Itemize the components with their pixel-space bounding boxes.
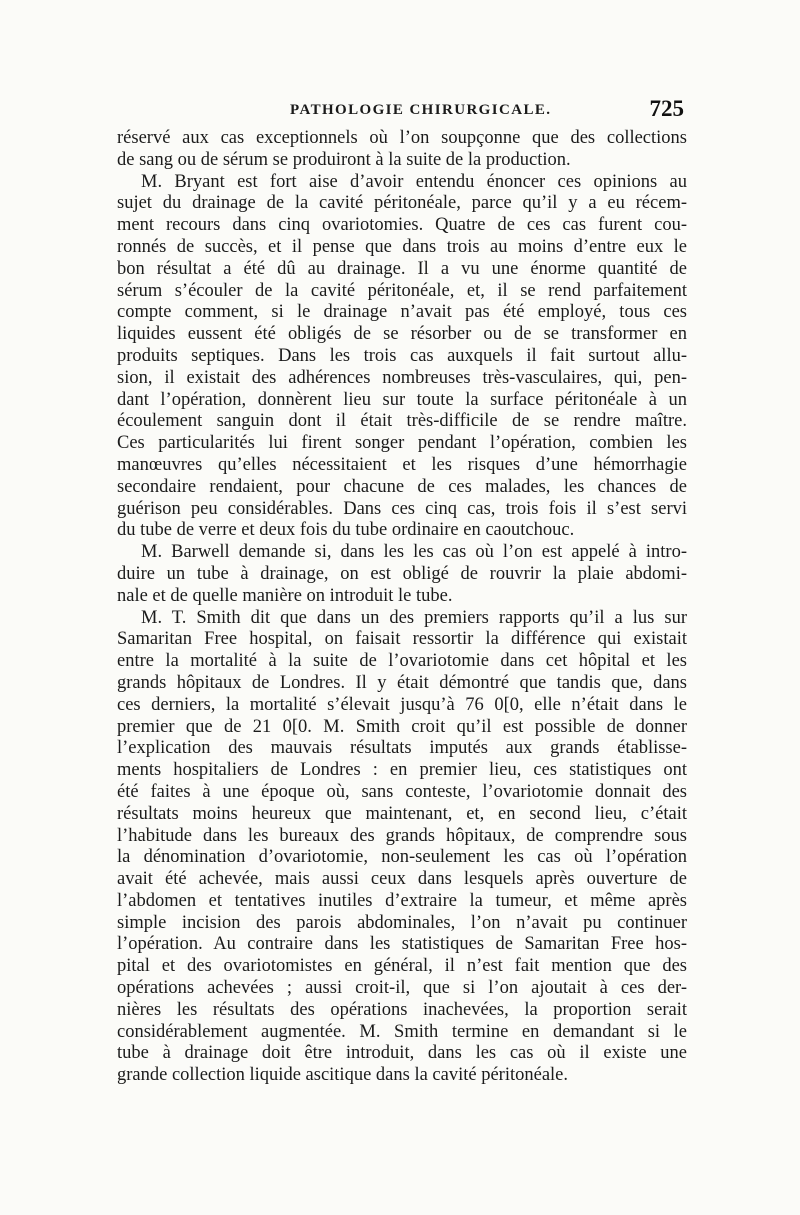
text-line: l’explication des mauvais résultats imputés aux grands établisse- xyxy=(117,738,687,759)
text-line: grands hôpitaux de Londres. Il y était démontré que tandis que, dans xyxy=(117,672,687,693)
text-line: secondaire rendaient, pour chacune de ces malades, les chances de xyxy=(117,476,687,497)
text-line: M. T. Smith dit que dans un des premiers rapports qu’il a lus sur xyxy=(141,607,687,628)
text-line: résultats moins heureux que maintenant, et, en second lieu, c’était xyxy=(117,803,687,824)
running-head-title: PATHOLOGIE CHIRURGICALE. xyxy=(290,102,552,118)
text-line: nières les résultats des opérations inachevées, la proportion serait xyxy=(117,999,687,1020)
text-line: l’abdomen et tentatives inutiles d’extraire la tumeur, et même après xyxy=(117,890,687,911)
page-number: 725 xyxy=(649,96,684,121)
text-line: l’opération. Au contraire dans les statistiques de Samaritan Free hos- xyxy=(117,934,687,955)
text-line: ments hospitaliers de Londres : en premier lieu, ces statistiques ont xyxy=(117,760,687,781)
text-line: été faites à une époque où, sans conteste, l’ovariotomie donnait des xyxy=(117,781,687,802)
text-line: compte comment, si le drainage n’avait pas été employé, tous ces xyxy=(117,302,687,323)
body-text xyxy=(117,128,687,1087)
text-line: sujet du drainage de la cavité péritonéale, parce qu’il y a eu récem- xyxy=(117,193,687,214)
text-line: tube à drainage doit être introduit, dans les cas où il existe une xyxy=(117,1043,687,1064)
text-line: opérations achevées ; aussi croit-il, que si l’on ajoutait à ces der- xyxy=(117,978,687,999)
text-line: Samaritan Free hospital, on faisait ressortir la différence qui existait xyxy=(117,629,687,650)
text-line: de sang ou de sérum se produiront à la suite de la production. xyxy=(117,149,571,170)
text-line: simple incision des parois abdominales, l’on n’avait pu continuer xyxy=(117,912,687,933)
text-line: Ces particularités lui firent songer pendant l’opération, combien les xyxy=(117,433,687,454)
text-line: réservé aux cas exceptionnels où l’on soupçonne que des collections xyxy=(117,128,687,148)
text-line: premier que de 21 0[0. M. Smith croit qu’il est possible de donner xyxy=(117,716,687,737)
text-line: écoulement sanguin dont il était très-difficile de se rendre maître. xyxy=(117,411,687,432)
text-line: grande collection liquide ascitique dans la cavité péritonéale. xyxy=(117,1065,569,1086)
show-through-text xyxy=(120,1146,680,1160)
text-line: liquides eussent été obligés de se résorber ou de se transformer en xyxy=(117,324,687,345)
text-line: avait été achevée, mais aussi ceux dans lesquels après ouverture de xyxy=(117,869,687,890)
text-line: manœuvres qu’elles nécessitaient et les risques d’une hémorrhagie xyxy=(117,454,687,475)
text-line: pital et des ovariotomistes en général, il n’est fait mention que des xyxy=(117,956,687,977)
text-line: l’habitude dans les bureaux des grands hôpitaux, de comprendre sous xyxy=(117,825,687,846)
running-head xyxy=(118,96,684,126)
text-line: duire un tube à drainage, on est obligé de rouvrir la plaie abdomi- xyxy=(117,563,687,584)
text-line: guérison peu considérables. Dans ces cinq cas, trois fois il s’est servi xyxy=(117,498,687,519)
text-line: considérablement augmentée. M. Smith termine en demandant si le xyxy=(117,1021,687,1042)
text-line: du tube de verre et deux fois du tube ordinaire en caoutchouc. xyxy=(117,520,575,541)
text-line: bon résultat a été dû au drainage. Il a vu une énorme quantité de xyxy=(117,258,687,279)
text-line: M. Barwell demande si, dans les les cas où l’on est appelé à intro- xyxy=(141,542,687,563)
text-line: ment recours dans cinq ovariotomies. Quatre de ces cas furent cou- xyxy=(117,215,687,236)
text-line: ces derniers, la mortalité s’élevait jusqu’à 76 0[0, elle n’était dans le xyxy=(117,694,687,715)
text-line: sérum s’écouler de la cavité péritonéale, et, il se rend parfaitement xyxy=(117,280,687,301)
text-line: produits septiques. Dans les trois cas auxquels il fait surtout allu- xyxy=(117,345,687,366)
text-line: sion, il existait des adhérences nombreuses très-vasculaires, qui, pen- xyxy=(117,367,687,388)
text-line: dant l’opération, donnèrent lieu sur toute la surface péritonéale à un xyxy=(117,389,687,410)
text-line: la dénomination d’ovariotomie, non-seulement les cas où l’opération xyxy=(117,847,687,868)
text-line: ronnés de succès, et il pense que dans trois au moins d’entre eux le xyxy=(117,236,687,257)
text-line: M. Bryant est fort aise d’avoir entendu énoncer ces opinions au xyxy=(141,171,687,192)
text-line: entre la mortalité à la suite de l’ovariotomie dans cet hôpital et les xyxy=(117,651,687,672)
text-line: nale et de quelle manière on introduit le tube. xyxy=(117,585,453,606)
